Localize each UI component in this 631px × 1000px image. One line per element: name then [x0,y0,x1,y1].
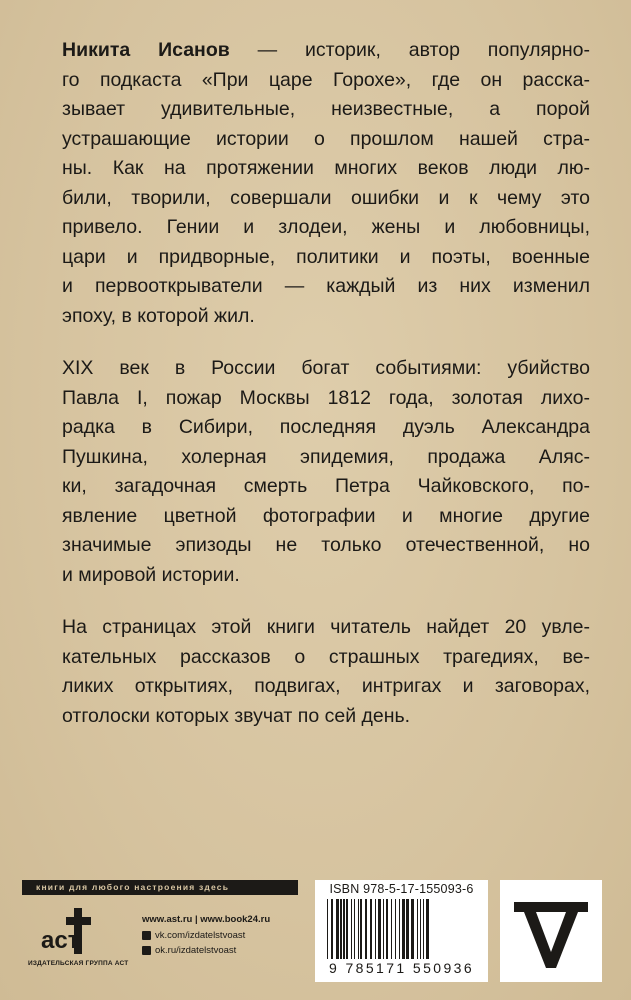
text-line [62,184,590,214]
paragraph-xix-century [62,354,590,590]
text-line-content: отголоски которых звучат по сей день. [62,704,411,727]
publisher-name: ИЗДАТЕЛЬСКАЯ ГРУППА АСТ [28,960,129,967]
text-line-content: Павла I, пожар Москвы 1812 года, золотая лихо- [62,386,590,409]
barcode-bar [402,899,405,959]
barcode-bar [340,899,342,959]
text-line-content: На страницах этой книги читатель найдет 20 увле- [62,616,590,638]
barcode-bar [354,899,355,959]
barcode-bar [336,899,339,959]
publisher-tagline: книги для любого настроения здесь [22,880,298,895]
text-line [62,702,590,732]
text-line [62,531,590,561]
text-line [62,472,590,502]
text-line-content: кательных рассказов о страшных трагедиях, ве- [62,645,590,668]
ast-logo-text: аст [41,927,80,954]
isbn-text: ISBN 978-5-17-155093-6 [329,882,474,896]
text-line [62,213,590,243]
text-line-content: цари и придворные, политики и поэты, военные [62,245,590,268]
text-line [62,672,590,702]
barcode-bar [360,899,362,959]
barcode-bar [406,899,409,959]
barcode-bar [343,899,345,959]
barcode-bars [323,899,480,959]
vk-icon [142,931,151,940]
barcode-bar [346,899,348,959]
text-line-content: привело. Гении и злодеи, жены и любовницы, [62,216,590,238]
ast-logo-icon [38,904,98,958]
barcode-bar [351,899,352,959]
ast-logo [28,904,129,974]
text-line [62,36,590,66]
text-line-content: го подкаста «При царе Горохе», где он расска- [62,68,590,91]
barcode-bar [331,899,333,959]
text-line-content: явление цветной фотографии и многие другие [62,504,590,527]
barcode-bar [327,899,328,959]
publisher-block [22,880,297,970]
text-line [62,243,590,273]
text-line [62,443,590,473]
text-line [62,502,590,532]
text-line-content: били, творили, совершали ошибки и к чему это [62,186,590,209]
ok-icon [142,946,151,955]
text-line-content: эпоху, в которой жил. [62,304,255,327]
text-line-content: ки, загадочная смерть Петра Чайковского, по- [62,475,590,497]
text-line-content: ны. Как на протяжении многих веков люди лю- [62,157,590,179]
text-line-content: Пушкина, холерная эпидемия, продажа Аляс- [62,445,590,468]
text-line-content: устрашающие истории о прошлом нашей стра- [62,127,590,150]
publisher-mark [500,880,602,982]
text-line [62,413,590,443]
text-line-content: зывает удивительные, неизвестные, а порой [62,98,590,120]
barcode-bar [365,899,367,959]
ok-link-text: ok.ru/izdatelstvoast [155,945,237,956]
barcode-bar [399,899,400,959]
barcode-bar [386,899,388,959]
paragraph-author [62,36,590,331]
publisher-websites[interactable]: www.ast.ru | www.book24.ru [142,914,271,925]
text-line [62,384,590,414]
publisher-contacts [142,912,270,959]
barcode-bar [391,899,392,959]
v-logo-icon [500,880,602,982]
annotation-text [62,36,590,754]
text-line [62,125,590,155]
text-line [62,95,590,125]
barcode-bar [420,899,421,959]
text-line [62,354,590,384]
text-line-content: и мировой истории. [62,563,240,586]
barcode-bar [358,899,359,959]
barcode-bar [375,899,376,959]
text-line [62,643,590,673]
text-line-content: — историк, автор популярно- [229,39,590,61]
barcode [315,880,488,982]
barcode-bar [370,899,372,959]
ok-link[interactable] [142,943,270,959]
text-line-content: радка в Сибири, последняя дуэль Александра [62,416,590,438]
text-line-content: ликих открытиях, подвигах, интригах и заговорах, [62,675,590,697]
barcode-number: 9 785171 550936 [329,960,474,976]
text-line-content: значимые эпизоды не только отечественной, но [62,534,590,556]
text-line [62,613,590,643]
barcode-bar [411,899,414,959]
text-line-content: и первооткрыватели — каждый из них изменил [62,275,590,297]
paragraph-book-contents [62,613,590,731]
barcode-bar [426,899,429,959]
text-line [62,66,590,96]
text-line-content: XIX век в России богат событиями: убийство [62,357,590,379]
vk-link-text: vk.com/izdatelstvoast [155,929,246,941]
barcode-bar [417,899,418,959]
text-line [62,272,590,302]
vk-link[interactable] [142,928,270,944]
text-line [62,561,590,591]
text-line [62,302,590,332]
barcode-bar [378,899,381,959]
barcode-bar [383,899,384,959]
barcode-bar [423,899,424,959]
barcode-bar [395,899,396,959]
author-name: Никита Исанов [62,39,230,61]
text-line [62,154,590,184]
